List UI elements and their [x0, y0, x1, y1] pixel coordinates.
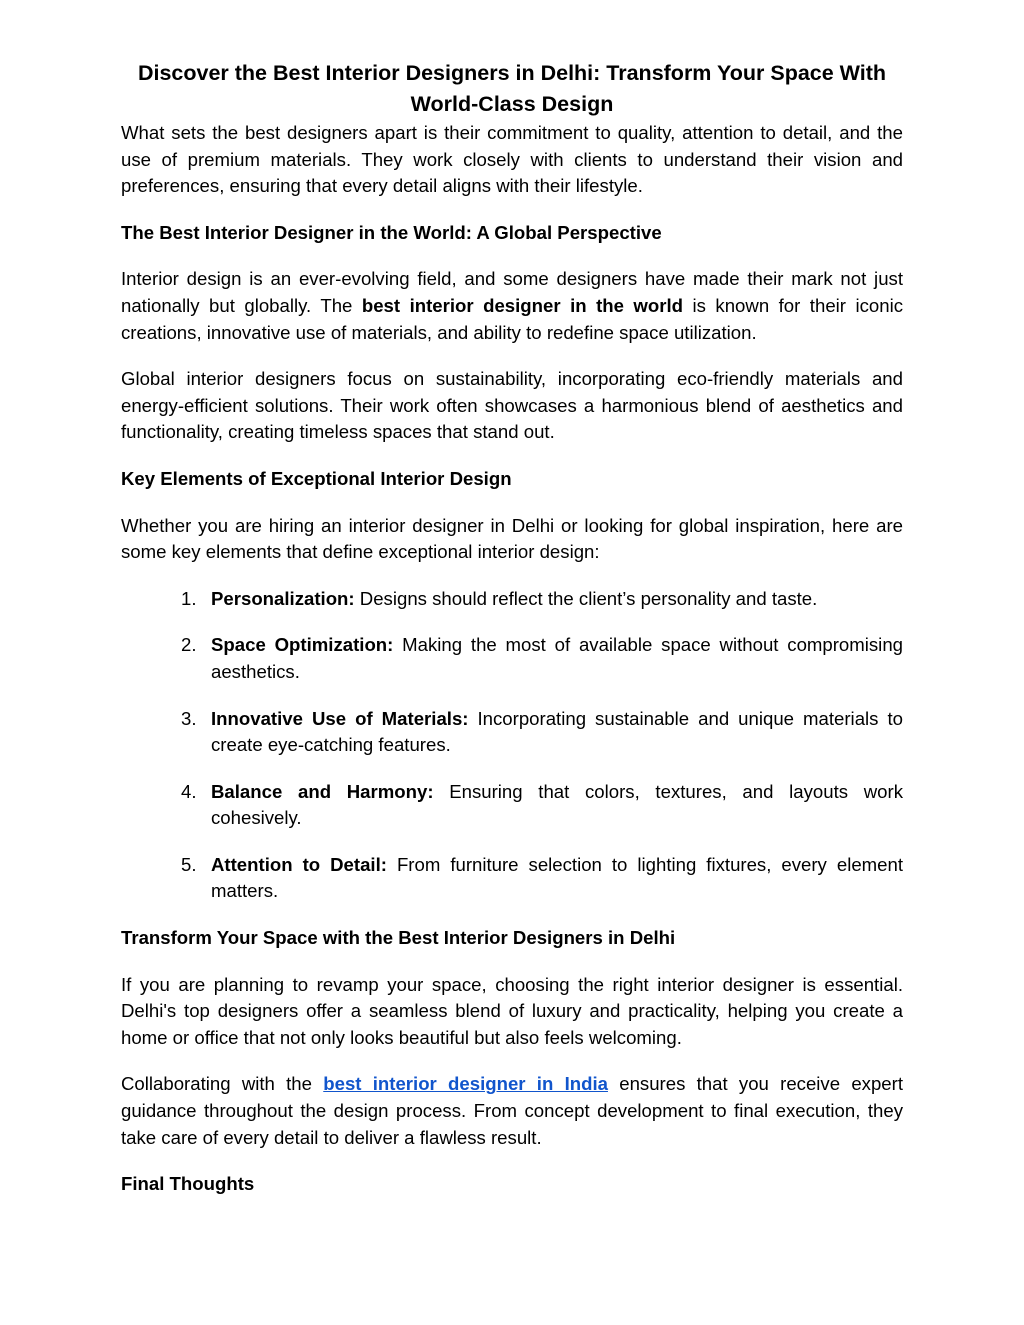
- list-item: [181, 632, 903, 685]
- document-page: [121, 58, 903, 1198]
- section-heading-final: Final Thoughts: [121, 1173, 255, 1195]
- list-item-number: 3.: [181, 707, 197, 729]
- list-item: [181, 706, 903, 759]
- transform-p2-text-after: ensures that you receive expert guidance throughout the design process. From concept development to final execution, they take care of every detail to deliver a flawless result.: [121, 1073, 904, 1148]
- list-item-term: Balance and Harmony:: [211, 780, 434, 802]
- section-heading-transform: Transform Your Space with the Best Interior Designers in Delhi: [121, 927, 676, 949]
- best-interior-designer-india-link[interactable]: best interior designer in India: [323, 1073, 608, 1095]
- list-item: [181, 779, 903, 832]
- list-item: [181, 586, 903, 613]
- list-item-text: Incorporating sustainable and unique materials to create eye-catching features.: [211, 707, 903, 756]
- list-item-text: Ensuring that colors, textures, and layouts work cohesively.: [211, 780, 903, 829]
- list-item-number: 4.: [181, 780, 197, 802]
- global-p1-text-before: Interior design is an ever-evolving field, and some designers have made their mark not just nationally but globally. The: [121, 268, 903, 316]
- list-item-term: Space Optimization:: [211, 634, 394, 656]
- document-title: Discover the Best Interior Designers in Delhi: Transform Your Space With World-Class Design: [137, 61, 887, 116]
- intro-paragraph: What sets the best designers apart is their commitment to quality, attention to detail, and the use of premium materials. They work closely with clients to understand their vision and preferences, ensuring that every detail aligns with their lifestyle.: [121, 122, 903, 197]
- transform-paragraph-1: If you are planning to revamp your space, choosing the right interior designer is essential. Delhi's top designers offer a seamless blend of luxury and practicality, helping you create a home or office that not only looks beautiful but also feels welcoming.: [121, 973, 903, 1048]
- global-paragraph-2: Global interior designers focus on sustainability, incorporating eco-friendly materials and energy-efficient solutions. Their work often showcases a harmonious blend of aesthetics and functionality, creating timeless spaces that stand out.: [121, 368, 903, 443]
- list-item-number: 2.: [181, 634, 197, 656]
- list-item-number: 1.: [181, 587, 197, 609]
- list-item-term: Innovative Use of Materials:: [211, 707, 469, 729]
- list-item-text: Designs should reflect the client’s personality and taste.: [354, 587, 818, 609]
- key-elements-list: [121, 586, 903, 905]
- list-item-term: Personalization:: [211, 587, 355, 609]
- transform-paragraph-2: [121, 1071, 903, 1151]
- global-paragraph-1: [121, 266, 903, 346]
- list-item-text: Making the most of available space without compromising aesthetics.: [211, 634, 903, 682]
- elements-intro-paragraph: Whether you are hiring an interior designer in Delhi or looking for global inspiration, here are some key elements that define exceptional interior design:: [121, 514, 903, 563]
- list-item: [181, 852, 903, 905]
- global-p1-bold-phrase: best interior designer in the world: [361, 294, 684, 316]
- list-item-term: Attention to Detail:: [211, 853, 387, 875]
- list-item-text: From furniture selection to lighting fixtures, every element matters.: [211, 853, 903, 902]
- global-p1-text-after: is known for their iconic creations, innovative use of materials, and ability to redefine space utilization.: [121, 294, 903, 343]
- section-heading-elements: Key Elements of Exceptional Interior Design: [121, 467, 512, 489]
- transform-p2-text-before: Collaborating with the: [121, 1073, 324, 1095]
- list-item-number: 5.: [181, 853, 197, 875]
- section-heading-global: The Best Interior Designer in the World: A Global Perspective: [121, 221, 662, 243]
